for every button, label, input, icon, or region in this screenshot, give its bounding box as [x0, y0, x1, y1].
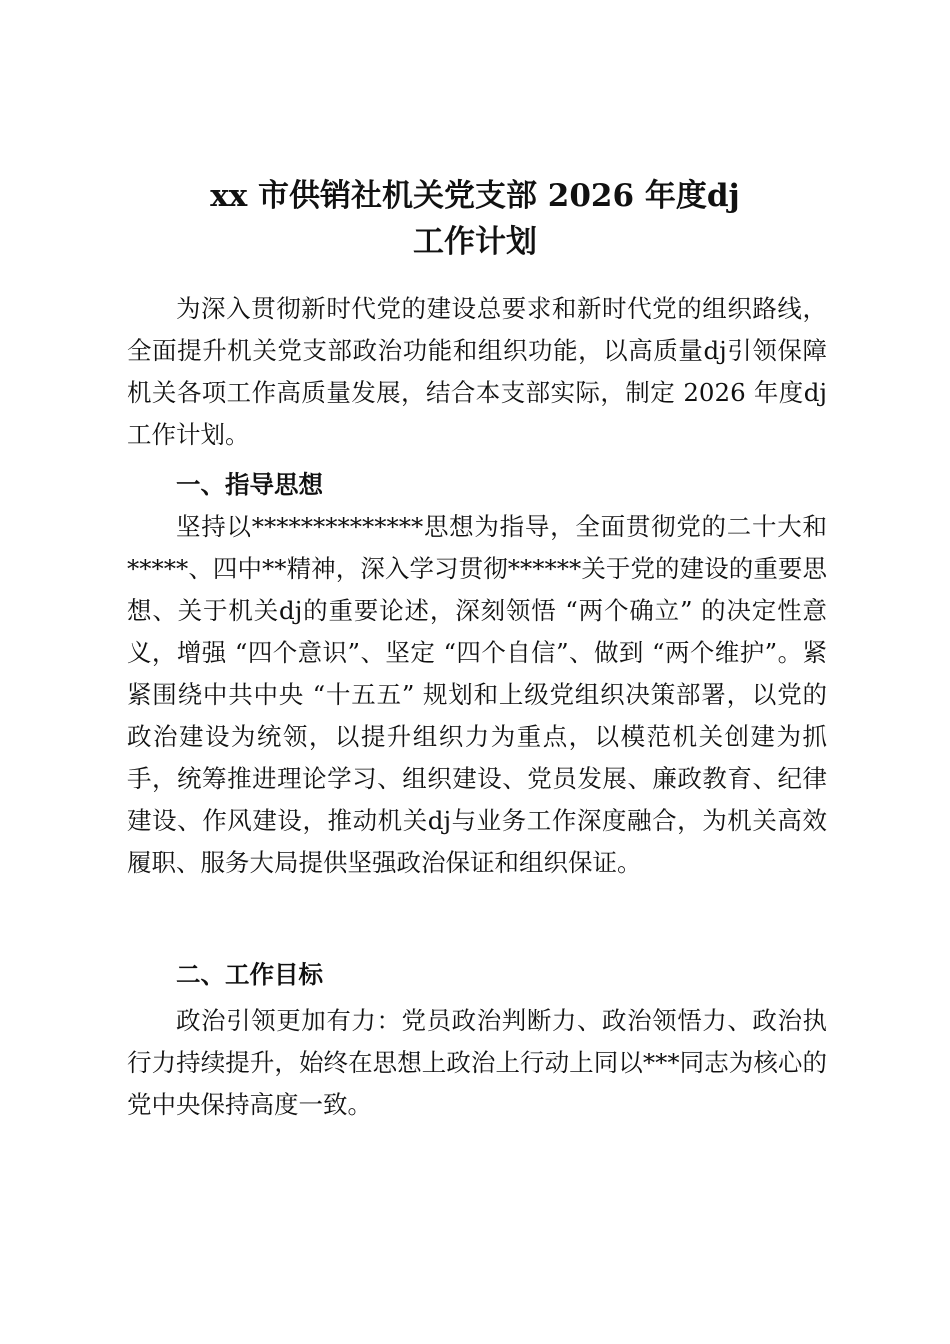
- goal-body-text: 党员政治判断力、政治领悟力、政治执行力持续提升，始终在思想上政治上行动上同以***同志为核心的党中央保持高度一致。: [127, 1006, 828, 1119]
- guiding-thought-paragraph: 坚持以**************思想为指导，全面贯彻党的二十大和*****、四中**精神，深入学习贯彻******关于党的建设的重要思想、关于机关dj的重要论述，深刻领悟 “两个确立” 的决定性意义，增强 “四个意识”、坚定 “四个自信”、做到 “两个维护”。紧紧围绕中共中央 “十五五” 规划和上级党组织决策部署，以党的政治建设为统领，以提升组织力为重点，以模范机关创建为抓手，统筹推进理论学习、组织建设、党员发展、廉政教育、纪律建设、作风建设，推动机关dj与业务工作深度融合，为机关高效履职、服务大局提供坚强政治保证和组织保证。: [127, 512, 827, 877]
- document-title-line1: xx 市供销社机关党支部 2026 年度dj: [210, 178, 740, 214]
- goal-lead-text: 政治引领更加有力：: [176, 1006, 402, 1035]
- intro-paragraph: 为深入贯彻新时代党的建设总要求和新时代党的组织路线，全面提升机关党支部政治功能和组织功能，以高质量dj引领保障机关各项工作高质量发展，结合本支部实际，制定 2026 年度dj工作计划。: [127, 294, 827, 449]
- work-goals-paragraph: [127, 1000, 827, 1126]
- section-heading-guiding-thought: 一、指导思想: [176, 470, 323, 499]
- section-heading-work-goals: 二、工作目标: [176, 960, 323, 989]
- document-title-line2: 工作计划: [413, 224, 537, 260]
